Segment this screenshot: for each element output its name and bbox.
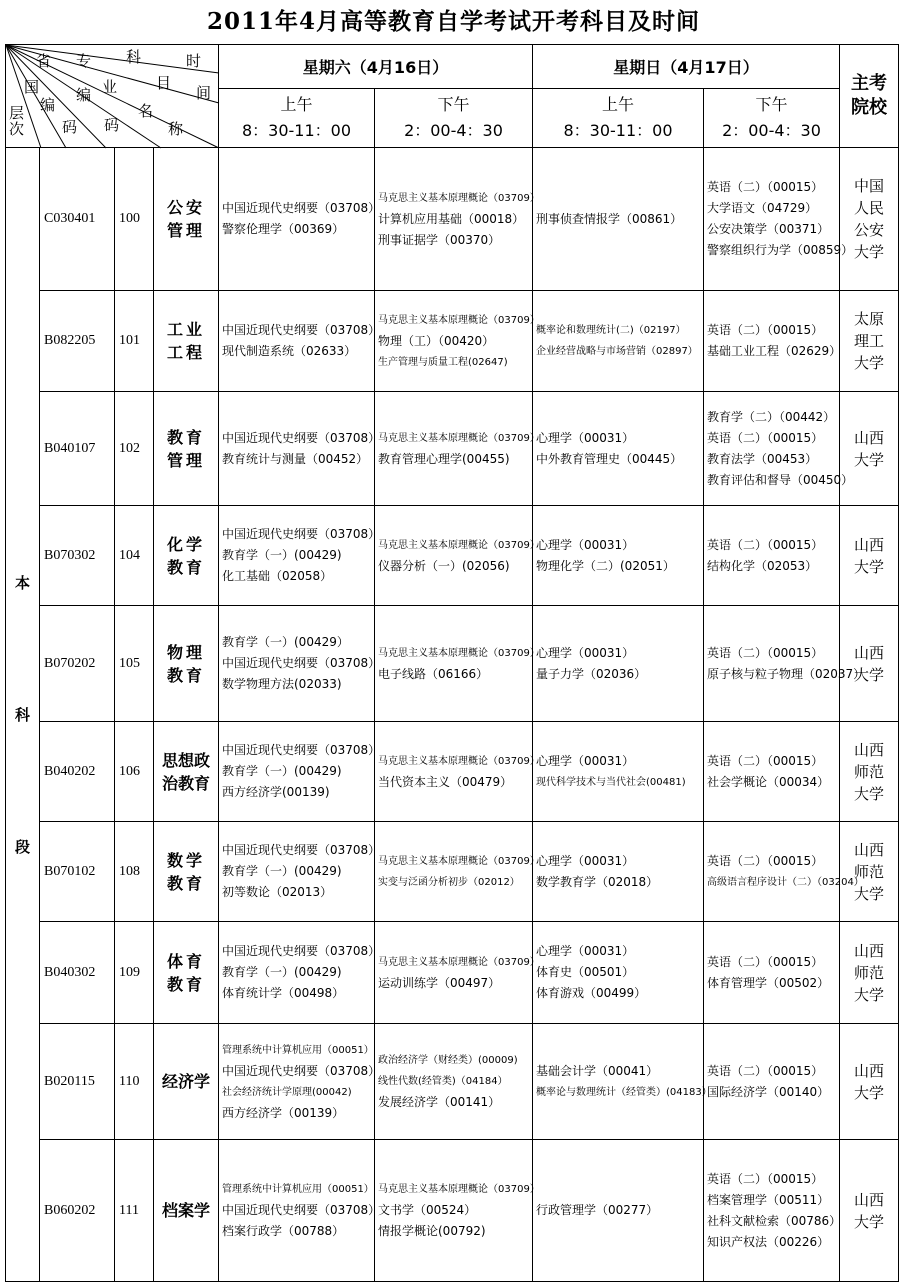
subject-item: 教育法学（00453） bbox=[707, 451, 818, 466]
major-name bbox=[154, 291, 219, 392]
subject-item: 基础会计学（00041） bbox=[536, 1063, 659, 1078]
subject-item: 实变与泛函分析初步（02012） bbox=[378, 876, 520, 888]
subject-item: 教育学（一）(00429) bbox=[222, 864, 342, 878]
subjects-sat-am bbox=[219, 606, 381, 722]
major-name-line: 治教育 bbox=[161, 773, 210, 793]
subjects-sun-am bbox=[533, 392, 704, 506]
slot-time: 2：00-4：30 bbox=[722, 121, 821, 140]
subject-item: 西方经济学（00139） bbox=[222, 1105, 345, 1120]
subject-item: 心理学（00031） bbox=[536, 645, 635, 660]
school-name bbox=[840, 392, 899, 506]
subjects-sat-pm bbox=[375, 922, 540, 1024]
subjects-sun-am bbox=[533, 1140, 704, 1282]
subject-item: 文书学（00524） bbox=[378, 1203, 477, 1217]
table-row bbox=[6, 291, 899, 392]
diag-label-zhuan: 专 bbox=[76, 52, 92, 70]
major-number: 100 bbox=[115, 148, 154, 291]
diagonal-header bbox=[6, 45, 219, 148]
subject-item: 英语（二）（00015） bbox=[707, 853, 824, 868]
school-name-line: 人民 bbox=[853, 199, 884, 217]
diag-label-cheng: 称 bbox=[168, 120, 184, 138]
school-name-line: 大学 bbox=[853, 354, 884, 372]
subjects-sat-am bbox=[219, 1140, 381, 1282]
subject-item: 量子力学（02036） bbox=[536, 666, 647, 681]
major-number: 108 bbox=[115, 822, 154, 922]
table-row bbox=[6, 506, 899, 606]
slot-header-sun-pm bbox=[704, 89, 840, 148]
table-row bbox=[6, 1140, 899, 1282]
subject-item: 英语（二）（00015） bbox=[707, 1063, 824, 1078]
school-name-line: 大学 bbox=[853, 784, 884, 803]
school-name bbox=[840, 291, 899, 392]
major-name-line: 教育 bbox=[166, 427, 205, 447]
subjects-sat-am bbox=[219, 1024, 381, 1140]
subject-item: 中外教育管理史（00445） bbox=[536, 451, 683, 466]
subject-item: 现代科学技术与当代社会(00481) bbox=[536, 776, 686, 788]
school-name-line: 山西 bbox=[853, 1061, 884, 1080]
subjects-sat-am bbox=[219, 506, 381, 606]
table-row bbox=[6, 722, 899, 822]
main-school-header bbox=[840, 45, 899, 148]
subject-item: 仪器分析（一）(02056) bbox=[378, 558, 510, 573]
subject-item: 英语（二）（00015） bbox=[707, 537, 824, 552]
level-char: 科 bbox=[14, 705, 30, 724]
major-name-line: 思想政 bbox=[161, 750, 210, 770]
subjects-sun-am bbox=[533, 822, 704, 922]
major-name-line: 教育 bbox=[166, 665, 205, 685]
table-row bbox=[6, 606, 899, 722]
subject-item: 教育学（一）(00429) bbox=[222, 548, 342, 562]
diag-label-bian2: 编 bbox=[76, 86, 92, 104]
major-name bbox=[154, 606, 219, 722]
subject-item: 数学教育学（02018） bbox=[536, 874, 659, 889]
subject-item: 中国近现代史纲要（03708） bbox=[222, 743, 381, 757]
subjects-sun-pm bbox=[704, 291, 840, 392]
major-name-line: 公安 bbox=[166, 198, 205, 217]
subject-item: 物理（工）（00420） bbox=[378, 333, 495, 348]
major-name-line: 管理 bbox=[166, 221, 205, 240]
subject-item: 社会学概论（00034） bbox=[707, 774, 830, 789]
subject-item: 马克思主义基本原理概论（03709） bbox=[378, 855, 540, 867]
subjects-sat-am bbox=[219, 148, 381, 291]
subjects-sun-am bbox=[533, 606, 704, 722]
slot-label: 上午 bbox=[601, 95, 634, 114]
subjects-sat-am bbox=[219, 722, 381, 822]
subjects-sun-am bbox=[533, 148, 704, 291]
major-name bbox=[154, 392, 219, 506]
subject-item: 教育统计与测量（00452） bbox=[222, 451, 369, 466]
subject-item: 马克思主义基本原理概论（03709） bbox=[378, 647, 540, 659]
subject-item: 知识产权法（00226） bbox=[707, 1234, 830, 1249]
subject-item: 刑事证据学（00370） bbox=[378, 232, 501, 247]
diag-label-ke: 科 bbox=[126, 48, 142, 66]
major-code: B070202 bbox=[40, 606, 115, 722]
school-name bbox=[840, 148, 899, 291]
subject-item: 马克思主义基本原理概论（03709） bbox=[378, 1184, 540, 1195]
subject-item: 心理学（00031） bbox=[536, 753, 635, 768]
school-name-line: 大学 bbox=[853, 884, 884, 903]
subject-item: 英语（二）（00015） bbox=[707, 430, 824, 445]
subject-item: 中国近现代史纲要（03708） bbox=[222, 527, 381, 541]
subject-item: 教育学（一）(00429) bbox=[222, 764, 342, 778]
subject-item: 中国近现代史纲要（03708） bbox=[222, 944, 381, 958]
diag-label-bian1: 编 bbox=[40, 96, 56, 114]
subjects-sun-pm bbox=[704, 1140, 840, 1282]
school-name bbox=[840, 722, 899, 822]
major-name bbox=[154, 148, 219, 291]
subject-item: 马克思主义基本原理概论（03709） bbox=[378, 956, 540, 968]
major-name-line: 体育 bbox=[166, 951, 205, 971]
subject-item: 管理系统中计算机应用（00051） bbox=[222, 1044, 374, 1056]
subjects-sun-pm bbox=[704, 822, 864, 922]
subject-item: 心理学（00031） bbox=[536, 430, 635, 445]
subject-item: 国际经济学（00140） bbox=[707, 1084, 830, 1099]
subjects-sat-am bbox=[219, 822, 381, 922]
subject-item: 社会经济统计学原理(00042) bbox=[222, 1086, 352, 1098]
school-name-line: 山西 bbox=[853, 1190, 884, 1209]
schedule-table bbox=[5, 44, 899, 1282]
subject-item: 体育史（00501） bbox=[536, 965, 635, 979]
slot-time: 8：30-11：00 bbox=[563, 121, 673, 140]
subject-item: 生产管理与质量工程(02647) bbox=[378, 356, 508, 368]
school-name-line: 大学 bbox=[853, 243, 884, 261]
school-name-line: 大学 bbox=[853, 557, 884, 576]
diag-label-cengci: 层次 bbox=[9, 104, 25, 138]
subject-item: 中国近现代史纲要（03708） bbox=[222, 323, 381, 337]
subject-item: 原子核与粒子物理（02037） bbox=[707, 666, 866, 681]
major-name-line: 教育 bbox=[166, 974, 205, 994]
school-name-line: 理工 bbox=[853, 332, 884, 350]
subjects-sun-pm bbox=[704, 1024, 840, 1140]
subject-item: 档案管理学（00511） bbox=[707, 1192, 830, 1207]
major-code: B040302 bbox=[40, 922, 115, 1024]
major-name-line: 物理 bbox=[166, 642, 205, 662]
subjects-sat-am bbox=[219, 922, 381, 1024]
school-name bbox=[840, 922, 899, 1024]
subject-item: 政治经济学（财经类）(00009) bbox=[378, 1055, 518, 1066]
page-title: 2011年4月高等教育自学考试开考科目及时间 bbox=[206, 8, 701, 35]
subject-item: 教育学（一）(00429) bbox=[222, 965, 342, 979]
diag-label-guo: 国 bbox=[24, 78, 40, 96]
subject-item: 英语（二）（00015） bbox=[707, 645, 824, 660]
school-name bbox=[840, 822, 899, 922]
school-name-line: 山西 bbox=[853, 428, 884, 447]
major-code: B082205 bbox=[40, 291, 115, 392]
subjects-sun-pm bbox=[704, 606, 866, 722]
major-number: 111 bbox=[115, 1140, 154, 1282]
major-name bbox=[154, 922, 219, 1024]
subjects-sat-pm bbox=[375, 392, 540, 506]
slot-label: 上午 bbox=[280, 95, 313, 114]
subject-item: 警察伦理学（00369） bbox=[222, 222, 345, 236]
subject-item: 情报学概论(00792) bbox=[378, 1224, 486, 1238]
major-code: B040107 bbox=[40, 392, 115, 506]
subject-item: 档案行政学（00788） bbox=[222, 1224, 345, 1238]
major-name bbox=[154, 506, 219, 606]
subject-item: 物理化学（二）(02051） bbox=[536, 558, 675, 573]
subject-item: 线性代数(经管类)（04184） bbox=[378, 1076, 508, 1087]
major-name-line: 数学 bbox=[166, 850, 205, 870]
subject-item: 基础工业工程（02629） bbox=[707, 344, 842, 358]
major-name-line: 管理 bbox=[166, 450, 205, 470]
subjects-sat-am bbox=[219, 291, 381, 392]
subjects-sat-pm bbox=[375, 822, 540, 922]
subjects-sat-pm bbox=[375, 606, 540, 722]
school-name bbox=[840, 1024, 899, 1140]
subject-item: 心理学（00031） bbox=[536, 853, 635, 868]
subject-item: 中国近现代史纲要（03708） bbox=[222, 843, 381, 857]
subject-item: 行政管理学（00277） bbox=[536, 1203, 659, 1217]
school-name-line: 山西 bbox=[853, 643, 884, 662]
slot-time: 2：00-4：30 bbox=[404, 121, 503, 140]
subject-item: 心理学（00031） bbox=[536, 537, 635, 552]
subjects-sun-am bbox=[533, 1024, 712, 1140]
major-name-line: 教育 bbox=[166, 557, 205, 577]
subject-item: 心理学（00031） bbox=[536, 944, 635, 958]
major-number: 101 bbox=[115, 291, 154, 392]
table-row bbox=[6, 148, 899, 291]
slot-header-sat-am bbox=[219, 89, 375, 148]
major-number: 105 bbox=[115, 606, 154, 722]
subjects-sat-am bbox=[219, 392, 381, 506]
school-name-line: 中国 bbox=[853, 177, 884, 195]
school-name-line: 太原 bbox=[853, 310, 884, 328]
school-name bbox=[840, 1140, 899, 1282]
subject-item: 中国近现代史纲要（03708） bbox=[222, 201, 381, 215]
table-row bbox=[6, 922, 899, 1024]
subject-item: 企业经营战略与市场营销（02897） bbox=[536, 346, 698, 357]
day-header-saturday: 星期六（4月16日） bbox=[219, 45, 533, 89]
major-number: 109 bbox=[115, 922, 154, 1024]
subject-item: 社科文献检索（00786） bbox=[707, 1213, 842, 1228]
subjects-sat-pm bbox=[375, 148, 540, 291]
school-name-line: 山西 bbox=[853, 840, 884, 859]
slot-header-sun-am bbox=[533, 89, 704, 148]
major-number: 102 bbox=[115, 392, 154, 506]
school-name-line: 大学 bbox=[853, 1083, 884, 1102]
subject-item: 计算机应用基础（00018） bbox=[378, 211, 525, 226]
subject-item: 高级语言程序设计（二）（03204） bbox=[707, 876, 864, 888]
subjects-sat-pm bbox=[375, 1140, 540, 1282]
subject-item: 教育评估和督导（00450） bbox=[707, 472, 854, 487]
subject-item: 化工基础（02058） bbox=[222, 569, 333, 583]
slot-label: 下午 bbox=[437, 95, 470, 114]
subject-item: 公安决策学（00371） bbox=[707, 222, 830, 236]
subjects-sat-pm bbox=[375, 722, 540, 822]
subject-item: 中国近现代史纲要（03708） bbox=[222, 1203, 381, 1217]
subject-item: 西方经济学(00139) bbox=[222, 785, 330, 799]
subject-item: 马克思主义基本原理概论（03709） bbox=[378, 192, 540, 204]
major-number: 104 bbox=[115, 506, 154, 606]
subject-item: 体育统计学（00498） bbox=[222, 986, 345, 1000]
subject-item: 警察组织行为学（00859） bbox=[707, 243, 854, 257]
subject-item: 当代资本主义（00479） bbox=[378, 774, 513, 789]
subject-item: 英语（二）（00015） bbox=[707, 753, 824, 768]
level-char: 段 bbox=[14, 837, 30, 856]
major-name bbox=[154, 722, 219, 822]
major-code: B020115 bbox=[40, 1024, 115, 1140]
school-name-line: 师范 bbox=[853, 862, 884, 881]
major-name bbox=[154, 822, 219, 922]
table-row bbox=[6, 822, 899, 922]
subject-item: 发展经济学（00141） bbox=[378, 1095, 501, 1109]
major-name-line: 工业 bbox=[166, 320, 205, 339]
major-name-line: 工程 bbox=[166, 343, 205, 362]
main-school-header-line: 院校 bbox=[851, 97, 887, 118]
school-name-line: 大学 bbox=[853, 1212, 884, 1231]
school-name-line: 山西 bbox=[853, 941, 884, 960]
major-number: 106 bbox=[115, 722, 154, 822]
school-name-line: 公安 bbox=[853, 221, 884, 239]
subject-item: 初等数论（02013） bbox=[222, 885, 333, 899]
subject-item: 体育游戏（00499） bbox=[536, 986, 647, 1000]
diag-label-sheng: 省 bbox=[36, 52, 52, 70]
subject-item: 教育学（二）（00442） bbox=[707, 409, 836, 424]
subject-item: 结构化学（02053） bbox=[707, 558, 818, 573]
subject-item: 马克思主义基本原理概论（03709） bbox=[378, 314, 540, 326]
subject-item: 中国近现代史纲要（03708） bbox=[222, 430, 381, 445]
level-cell bbox=[6, 148, 40, 1282]
major-name-line: 教育 bbox=[166, 873, 205, 893]
day-header-sunday: 星期日（4月17日） bbox=[533, 45, 840, 89]
school-name-line: 大学 bbox=[853, 665, 884, 684]
subject-item: 英语（二）（00015） bbox=[707, 180, 824, 194]
major-name-line: 化学 bbox=[166, 534, 205, 554]
major-code: B060202 bbox=[40, 1140, 115, 1282]
level-char: 本 bbox=[14, 573, 30, 592]
main-school-header-line: 主考 bbox=[851, 73, 887, 94]
subject-item: 中国近现代史纲要（03708） bbox=[222, 656, 381, 670]
diag-label-shi: 时 bbox=[186, 52, 202, 70]
slot-time: 8：30-11：00 bbox=[241, 121, 352, 140]
subject-item: 数学物理方法(02033) bbox=[222, 677, 342, 691]
major-name: 经济学 bbox=[154, 1024, 219, 1140]
major-number: 110 bbox=[115, 1024, 154, 1140]
subject-item: 运动训练学（00497） bbox=[378, 975, 501, 990]
table-row bbox=[6, 392, 899, 506]
diag-label-ma2: 码 bbox=[104, 116, 120, 134]
subjects-sun-am bbox=[533, 506, 704, 606]
subjects-sun-pm bbox=[704, 148, 854, 291]
subjects-sun-am bbox=[533, 922, 704, 1024]
major-code: C030401 bbox=[40, 148, 115, 291]
school-name-line: 师范 bbox=[853, 762, 884, 781]
subjects-sat-pm bbox=[375, 291, 540, 392]
subject-item: 教育管理心理学(00455) bbox=[378, 451, 510, 466]
subject-item: 教育学（一）(00429） bbox=[222, 635, 349, 649]
subjects-sun-am bbox=[533, 722, 704, 822]
diag-label-jian: 间 bbox=[196, 84, 212, 102]
diag-label-ming: 名 bbox=[138, 102, 154, 120]
major-code: B070302 bbox=[40, 506, 115, 606]
subject-item: 英语（二）（00015） bbox=[707, 323, 824, 337]
major-code: B070102 bbox=[40, 822, 115, 922]
slot-label: 下午 bbox=[755, 95, 788, 114]
subject-item: 中国近现代史纲要（03708） bbox=[222, 1063, 381, 1078]
table-row bbox=[6, 1024, 899, 1140]
subject-item: 刑事侦查情报学（00861） bbox=[536, 211, 683, 226]
school-name-line: 师范 bbox=[853, 963, 884, 982]
school-name-line: 大学 bbox=[853, 985, 884, 1004]
subject-item: 马克思主义基本原理概论（03709） bbox=[378, 432, 540, 444]
diag-label-mu: 目 bbox=[156, 74, 172, 92]
subject-item: 管理系统中计算机应用（00051） bbox=[222, 1184, 374, 1195]
school-name bbox=[840, 506, 899, 606]
subject-item: 概率论和数理统计(二)（02197） bbox=[536, 325, 686, 336]
slot-header-sat-pm bbox=[375, 89, 533, 148]
subject-item: 大学语文（04729） bbox=[707, 201, 818, 215]
subject-item: 马克思主义基本原理概论（03709） bbox=[378, 755, 540, 767]
subject-item: 英语（二）（00015） bbox=[707, 1171, 824, 1186]
subjects-sun-am bbox=[533, 291, 704, 392]
subjects-sun-pm bbox=[704, 722, 840, 822]
subject-item: 现代制造系统（02633） bbox=[222, 344, 357, 358]
subjects-sun-pm bbox=[704, 506, 840, 606]
subjects-sun-pm bbox=[704, 392, 854, 506]
subject-item: 体育管理学（00502） bbox=[707, 975, 830, 990]
school-name bbox=[840, 606, 899, 722]
subject-item: 电子线路（06166） bbox=[378, 666, 489, 681]
subject-item: 概率论与数理统计（经管类）(04183） bbox=[536, 1086, 712, 1098]
diag-label-ye: 业 bbox=[102, 78, 118, 96]
subject-item: 马克思主义基本原理概论（03709） bbox=[378, 539, 540, 551]
subjects-sun-pm bbox=[704, 922, 840, 1024]
subjects-sat-pm bbox=[375, 1024, 533, 1140]
school-name-line: 山西 bbox=[853, 535, 884, 554]
major-name: 档案学 bbox=[154, 1140, 219, 1282]
subjects-sat-pm bbox=[375, 506, 540, 606]
school-name-line: 大学 bbox=[853, 450, 884, 469]
subject-item: 英语（二）（00015） bbox=[707, 954, 824, 969]
major-code: B040202 bbox=[40, 722, 115, 822]
school-name-line: 山西 bbox=[853, 740, 884, 759]
diag-label-ma1: 码 bbox=[62, 118, 78, 136]
